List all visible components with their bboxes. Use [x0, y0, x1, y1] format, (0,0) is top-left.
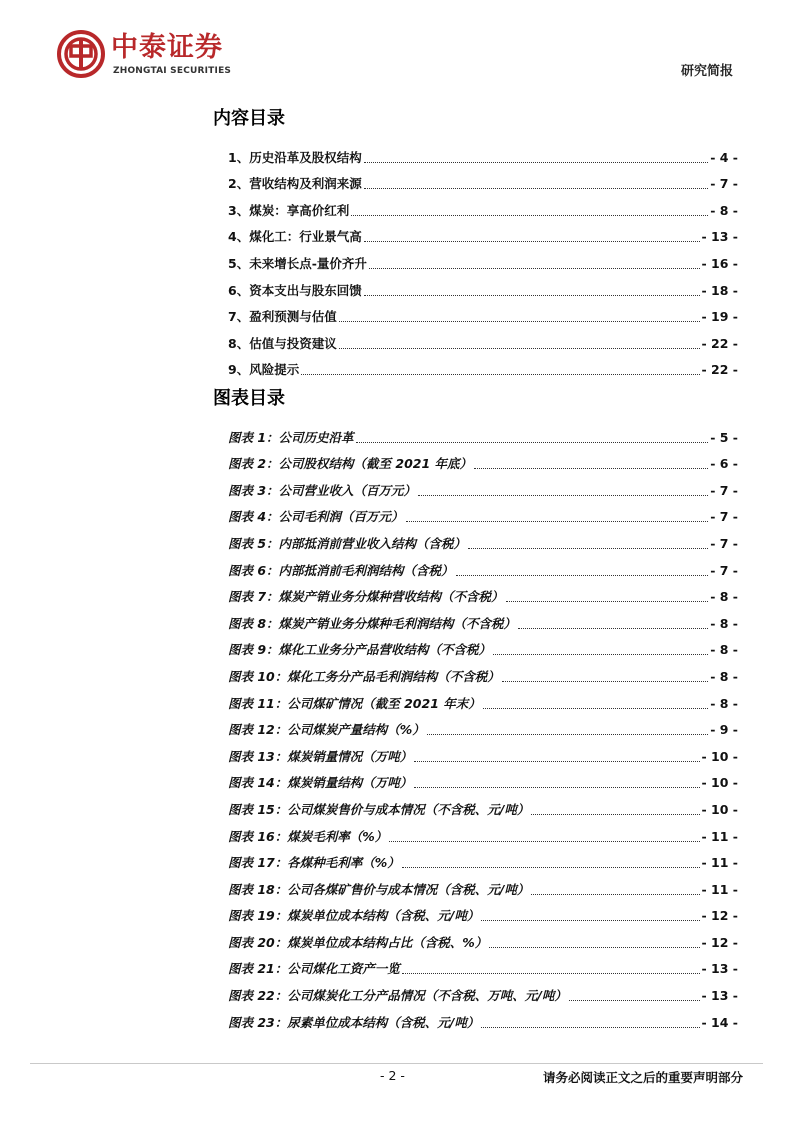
dot-leader — [483, 707, 708, 709]
dot-leader — [414, 786, 699, 788]
figure-entry-title[interactable]: 图表 12：公司煤炭产量结构（%） — [228, 722, 425, 738]
dot-leader — [364, 294, 700, 296]
dot-leader — [506, 600, 709, 602]
contents-entry[interactable] — [228, 245, 738, 272]
figure-entry[interactable] — [228, 579, 738, 606]
figure-entry-title[interactable]: 图表 16：煤炭毛利率（%） — [228, 828, 388, 844]
contents-entry[interactable] — [228, 166, 738, 193]
dot-leader — [402, 972, 700, 974]
figure-entry-page[interactable]: - 7 - — [710, 482, 738, 498]
contents-entry[interactable] — [228, 219, 738, 246]
contents-entry-page[interactable]: - 7 - — [710, 176, 738, 192]
figure-entry-page[interactable]: - 8 - — [710, 695, 738, 711]
contents-entry-title[interactable]: 8、估值与投资建议 — [228, 335, 337, 351]
dot-leader — [481, 1026, 699, 1028]
contents-entry[interactable] — [228, 352, 738, 379]
figure-entry-page[interactable]: - 7 - — [710, 509, 738, 525]
figure-entry-title[interactable]: 图表 5：内部抵消前营业收入结构（含税） — [228, 535, 467, 551]
figure-entry-page[interactable]: - 7 - — [710, 562, 738, 578]
dot-leader — [531, 893, 699, 895]
figure-entry-page[interactable]: - 10 - — [701, 801, 738, 817]
zhongtai-logo-icon — [57, 30, 105, 78]
dot-leader — [301, 373, 699, 375]
contents-entry-page[interactable]: - 22 - — [701, 362, 738, 378]
figure-entry-title[interactable]: 图表 21：公司煤化工资产一览 — [228, 961, 400, 977]
figure-entry[interactable] — [228, 898, 738, 925]
figure-entry-page[interactable]: - 11 - — [701, 855, 738, 871]
figure-entry-page[interactable]: - 13 - — [701, 961, 738, 977]
figure-entry[interactable] — [228, 499, 738, 526]
figure-entry-title[interactable]: 图表 6：内部抵消前毛利润结构（含税） — [228, 562, 454, 578]
dot-leader — [468, 547, 708, 549]
dot-leader — [489, 946, 699, 948]
figures-title: 图表目录 — [213, 388, 285, 409]
footer-disclaimer: 请务必阅读正文之后的重要声明部分 — [542, 1070, 743, 1085]
dot-leader — [364, 161, 709, 163]
figure-entry-title[interactable]: 图表 11：公司煤矿情况（截至 2021 年末） — [228, 695, 481, 711]
dot-leader — [351, 214, 708, 216]
contents-list — [228, 139, 738, 378]
contents-entry-title[interactable]: 3、煤炭：享高价红利 — [228, 202, 350, 218]
contents-entry[interactable] — [228, 192, 738, 219]
contents-entry-title[interactable]: 2、营收结构及利润来源 — [228, 176, 362, 192]
figure-entry[interactable] — [228, 845, 738, 872]
figure-entry-title[interactable]: 图表 18：公司各煤矿售价与成本情况（含税、元/吨） — [228, 881, 530, 897]
dot-leader — [402, 866, 700, 868]
figure-entry-title[interactable]: 图表 23：尿素单位成本结构（含税、元/吨） — [228, 1014, 480, 1030]
contents-entry[interactable] — [228, 325, 738, 352]
figure-entry-title[interactable]: 图表 4：公司毛利润（百万元） — [228, 509, 404, 525]
dot-leader — [364, 187, 709, 189]
contents-entry-page[interactable]: - 13 - — [701, 229, 738, 245]
figure-entry-page[interactable]: - 10 - — [701, 775, 738, 791]
figure-entry[interactable] — [228, 472, 738, 499]
dot-leader — [339, 320, 700, 322]
figure-entry[interactable] — [228, 977, 738, 1004]
figure-entry-page[interactable]: - 14 - — [701, 1014, 738, 1030]
dot-leader — [518, 627, 708, 629]
page-number: - 2 - — [380, 1068, 405, 1083]
dot-leader — [569, 999, 700, 1001]
dot-leader — [456, 574, 709, 576]
contents-entry-page[interactable]: - 19 - — [701, 309, 738, 325]
figure-entry[interactable] — [228, 791, 738, 818]
contents-entry-title[interactable]: 9、风险提示 — [228, 362, 300, 378]
contents-entry-page[interactable]: - 18 - — [701, 282, 738, 298]
dot-leader — [406, 520, 709, 522]
page-header — [0, 0, 793, 90]
contents-entry[interactable] — [228, 272, 738, 299]
figure-entry-page[interactable]: - 10 - — [701, 748, 738, 764]
figure-entry-title[interactable]: 图表 14：煤炭销量结构（万吨） — [228, 775, 413, 791]
dot-leader — [474, 467, 708, 469]
figure-entry[interactable] — [228, 552, 738, 579]
dot-leader — [481, 919, 699, 921]
figure-entry-page[interactable]: - 9 - — [710, 722, 738, 738]
figure-entry[interactable] — [228, 765, 738, 792]
figure-entry-title[interactable]: 图表 13：煤炭销量情况（万吨） — [228, 748, 413, 764]
dot-leader — [369, 267, 700, 269]
figure-entry-title[interactable]: 图表 9：煤化工业务分产品营收结构（不含税） — [228, 642, 492, 658]
figure-entry-page[interactable]: - 11 - — [701, 881, 738, 897]
figure-entry-title[interactable]: 图表 2：公司股权结构（截至 2021 年底） — [228, 456, 473, 472]
dot-leader — [418, 494, 708, 496]
figure-entry[interactable] — [228, 818, 738, 845]
figure-entry-title[interactable]: 图表 22：公司煤炭化工分产品情况（不含税、万吨、元/吨） — [228, 988, 567, 1004]
contents-entry-page[interactable]: - 4 - — [710, 149, 738, 165]
contents-entry[interactable] — [228, 139, 738, 166]
figure-entry[interactable] — [228, 951, 738, 978]
figure-entry-title[interactable]: 图表 20：煤炭单位成本结构占比（含税、%） — [228, 934, 488, 950]
contents-entry-title[interactable]: 4、煤化工：行业景气高 — [228, 229, 362, 245]
figure-entry-title[interactable]: 图表 8：煤炭产销业务分煤种毛利润结构（不含税） — [228, 615, 517, 631]
contents-entry-page[interactable]: - 8 - — [710, 202, 738, 218]
figure-entry[interactable] — [228, 685, 738, 712]
dot-leader — [427, 733, 708, 735]
dot-leader — [493, 653, 708, 655]
footer-divider — [30, 1063, 763, 1064]
figure-entry-title[interactable]: 图表 19：煤炭单位成本结构（含税、元/吨） — [228, 908, 480, 924]
dot-leader — [364, 240, 700, 242]
figure-entry-page[interactable]: - 12 - — [701, 908, 738, 924]
figure-entry[interactable] — [228, 446, 738, 473]
dot-leader — [356, 441, 709, 443]
figure-entry-title[interactable]: 图表 7：煤炭产销业务分煤种营收结构（不含税） — [228, 589, 504, 605]
logo-english-name: ZHONGTAI SECURITIES — [113, 66, 232, 76]
company-logo — [57, 30, 377, 80]
figure-entry[interactable] — [228, 525, 738, 552]
figure-entry-title[interactable]: 图表 1：公司历史沿革 — [228, 429, 354, 445]
contents-entry-page[interactable]: - 22 - — [701, 335, 738, 351]
report-type-label: 研究简报 — [680, 64, 733, 79]
figure-entry-page[interactable]: - 8 - — [710, 668, 738, 684]
figure-entry[interactable] — [228, 871, 738, 898]
figure-entry-title[interactable]: 图表 15：公司煤炭售价与成本情况（不含税、元/吨） — [228, 801, 530, 817]
figure-entry-title[interactable]: 图表 10：煤化工务分产品毛利润结构（不含税） — [228, 668, 500, 684]
figure-entry-page[interactable]: - 13 - — [701, 988, 738, 1004]
figure-entry-page[interactable]: - 8 - — [710, 615, 738, 631]
contents-entry-title[interactable]: 1、历史沿革及股权结构 — [228, 149, 362, 165]
figure-entry-title[interactable]: 图表 3：公司营业收入（百万元） — [228, 482, 417, 498]
figure-entry[interactable] — [228, 419, 738, 446]
contents-entry-page[interactable]: - 16 - — [701, 255, 738, 271]
contents-title: 内容目录 — [213, 108, 285, 129]
figure-entry[interactable] — [228, 658, 738, 685]
dot-leader — [414, 760, 699, 762]
contents-entry[interactable] — [228, 299, 738, 326]
figure-entry-page[interactable]: - 11 - — [701, 828, 738, 844]
dot-leader — [502, 680, 708, 682]
logo-chinese-name: 中泰证券 — [111, 32, 223, 63]
dot-leader — [531, 813, 699, 815]
figure-entry[interactable] — [228, 605, 738, 632]
figure-entry[interactable] — [228, 738, 738, 765]
figure-entry[interactable] — [228, 924, 738, 951]
figure-entry-title[interactable]: 图表 17：各煤种毛利率（%） — [228, 855, 400, 871]
figures-list — [228, 419, 738, 1031]
figure-entry-page[interactable]: - 8 - — [710, 589, 738, 605]
contents-entry-title[interactable]: 5、未来增长点-量价齐升 — [228, 255, 367, 271]
figure-entry-page[interactable]: - 8 - — [710, 642, 738, 658]
figure-entry[interactable] — [228, 1004, 738, 1031]
figure-entry-page[interactable]: - 12 - — [701, 934, 738, 950]
figure-entry-page[interactable]: - 5 - — [710, 429, 738, 445]
contents-entry-title[interactable]: 7、盈利预测与估值 — [228, 309, 337, 325]
dot-leader — [339, 347, 700, 349]
figure-entry-page[interactable]: - 6 - — [710, 456, 738, 472]
figure-entry[interactable] — [228, 712, 738, 739]
dot-leader — [389, 840, 699, 842]
figure-entry-page[interactable]: - 7 - — [710, 535, 738, 551]
contents-entry-title[interactable]: 6、资本支出与股东回馈 — [228, 282, 362, 298]
figure-entry[interactable] — [228, 632, 738, 659]
